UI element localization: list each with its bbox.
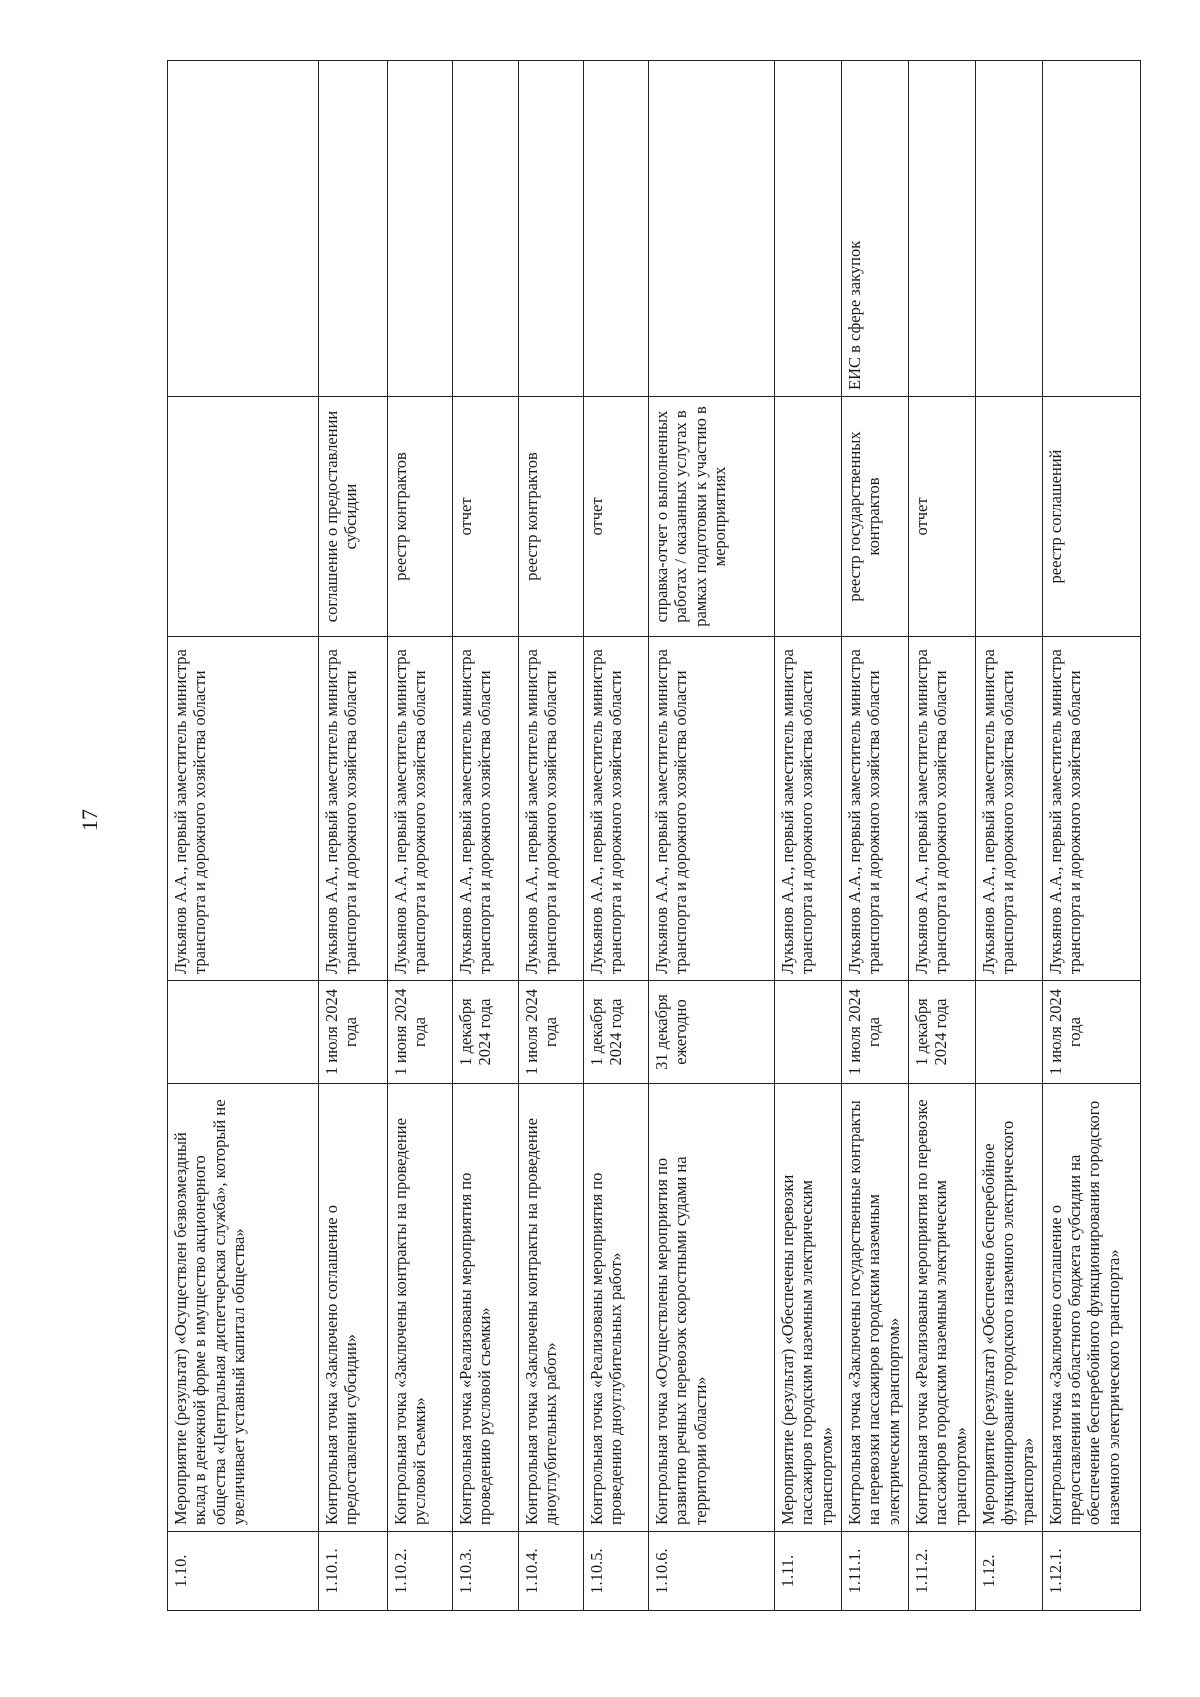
information-system-cell: [583, 61, 648, 397]
document-type-cell: реестр контрактов: [387, 397, 452, 637]
event-text-cell: Мероприятие (результат) «Обеспечены перевозки пассажиров городским наземным электрическим транспортом»: [774, 1084, 841, 1532]
responsible-person-cell: Лукьянов А.А., первый заместитель министра транспорта и дорожного хозяйства области: [387, 637, 452, 981]
information-system-cell: [1042, 61, 1140, 397]
table-row: [908, 61, 975, 1611]
table-row: [452, 61, 518, 1611]
document-type-cell: справка-отчет о выполненных работах / оказанных услугах в рамках подготовки к участию в мероприятиях: [649, 397, 775, 637]
event-text-cell: Контрольная точка «Реализованы мероприятия по проведению дноуглубительных работ»: [583, 1084, 648, 1532]
responsible-person-cell: Лукьянов А.А., первый заместитель министра транспорта и дорожного хозяйства области: [452, 637, 518, 981]
document-type-cell: реестр контрактов: [518, 397, 583, 637]
event-text-cell: Контрольная точка «Заключены контракты на проведение русловой съемки»: [387, 1084, 452, 1532]
table-row: [1042, 61, 1140, 1611]
rotated-table-container: [167, 61, 1141, 1611]
information-system-cell: [168, 61, 319, 397]
deadline-cell: [774, 981, 841, 1084]
row-number-cell: 1.10.1.: [318, 1532, 387, 1611]
document-type-cell: отчет: [908, 397, 975, 637]
event-text-cell: Контрольная точка «Заключены контракты на проведение дноуглубительных работ»: [518, 1084, 583, 1532]
deadline-cell: 1 декабря 2024 года: [583, 981, 648, 1084]
responsible-person-cell: Лукьянов А.А., первый заместитель министра транспорта и дорожного хозяйства области: [1042, 637, 1140, 981]
plan-table-body: [168, 61, 1141, 1611]
responsible-person-cell: Лукьянов А.А., первый заместитель министра транспорта и дорожного хозяйства области: [168, 637, 319, 981]
row-number-cell: 1.10.2.: [387, 1532, 452, 1611]
responsible-person-cell: Лукьянов А.А., первый заместитель министра транспорта и дорожного хозяйства области: [774, 637, 841, 981]
deadline-cell: [975, 981, 1042, 1084]
event-text-cell: Контрольная точка «Осуществлены мероприятия по развитию речных перевозок скоростными судами на территории области»: [649, 1084, 775, 1532]
row-number-cell: 1.10.3.: [452, 1532, 518, 1611]
event-text-cell: Контрольная точка «Заключено соглашение о предоставлении из областного бюджета субсидии на обеспечение бесперебойного функционирования городского наземного электрического транспорта»: [1042, 1084, 1140, 1532]
row-number-cell: 1.11.: [774, 1532, 841, 1611]
responsible-person-cell: Лукьянов А.А., первый заместитель министра транспорта и дорожного хозяйства области: [318, 637, 387, 981]
event-text-cell: Контрольная точка «Заключено соглашение о предоставлении субсидии»: [318, 1084, 387, 1532]
document-type-cell: отчет: [583, 397, 648, 637]
information-system-cell: [774, 61, 841, 397]
document-type-cell: [168, 397, 319, 637]
row-number-cell: 1.10.6.: [649, 1532, 775, 1611]
responsible-person-cell: Лукьянов А.А., первый заместитель министра транспорта и дорожного хозяйства области: [908, 637, 975, 981]
table-row: [168, 61, 319, 1611]
table-row: [975, 61, 1042, 1611]
information-system-cell: [649, 61, 775, 397]
row-number-cell: 1.11.2.: [908, 1532, 975, 1611]
row-number-cell: 1.10.5.: [583, 1532, 648, 1611]
responsible-person-cell: Лукьянов А.А., первый заместитель министра транспорта и дорожного хозяйства области: [583, 637, 648, 981]
document-type-cell: соглашение о предоставлении субсидии: [318, 397, 387, 637]
responsible-person-cell: Лукьянов А.А., первый заместитель министра транспорта и дорожного хозяйства области: [841, 637, 908, 981]
table-row: [387, 61, 452, 1611]
page-number: 17: [77, 809, 102, 831]
document-type-cell: реестр соглашений: [1042, 397, 1140, 637]
information-system-cell: ЕИС в сфере закупок: [841, 61, 908, 397]
row-number-cell: 1.12.1.: [1042, 1532, 1140, 1611]
responsible-person-cell: Лукьянов А.А., первый заместитель министра транспорта и дорожного хозяйства области: [975, 637, 1042, 981]
document-type-cell: [774, 397, 841, 637]
table-row: [583, 61, 648, 1611]
table-row: [774, 61, 841, 1611]
information-system-cell: [908, 61, 975, 397]
row-number-cell: 1.11.1.: [841, 1532, 908, 1611]
event-text-cell: Контрольная точка «Реализованы мероприятия по перевозке пассажиров городским наземным электрическим транспортом»: [908, 1084, 975, 1532]
plan-table: [167, 60, 1141, 1611]
deadline-cell: [168, 981, 319, 1084]
document-type-cell: [975, 397, 1042, 637]
deadline-cell: 1 июля 2024 года: [518, 981, 583, 1084]
table-row: [518, 61, 583, 1611]
information-system-cell: [387, 61, 452, 397]
responsible-person-cell: Лукьянов А.А., первый заместитель министра транспорта и дорожного хозяйства области: [649, 637, 775, 981]
deadline-cell: 1 декабря 2024 года: [452, 981, 518, 1084]
row-number-cell: 1.10.4.: [518, 1532, 583, 1611]
information-system-cell: [318, 61, 387, 397]
event-text-cell: Контрольная точка «Заключены государственные контракты на перевозки пассажиров городским наземным электрическим транспортом»: [841, 1084, 908, 1532]
row-number-cell: 1.10.: [168, 1532, 319, 1611]
event-text-cell: Мероприятие (результат) «Осуществлен безвозмездный вклад в денежной форме в имущество акционерного общества «Центральная диспетчерская служба», который не увеличивает уставный капитал общества»: [168, 1084, 319, 1532]
document-type-cell: отчет: [452, 397, 518, 637]
event-text-cell: Мероприятие (результат) «Обеспечено бесперебойное функционирование городского наземного электрического транспорта»: [975, 1084, 1042, 1532]
table-row: [649, 61, 775, 1611]
table-row: [318, 61, 387, 1611]
deadline-cell: 1 июля 2024 года: [318, 981, 387, 1084]
row-number-cell: 1.12.: [975, 1532, 1042, 1611]
event-text-cell: Контрольная точка «Реализованы мероприятия по проведению русловой съемки»: [452, 1084, 518, 1532]
deadline-cell: 1 июля 2024 года: [841, 981, 908, 1084]
deadline-cell: 1 июля 2024 года: [1042, 981, 1140, 1084]
document-type-cell: реестр государственных контрактов: [841, 397, 908, 637]
information-system-cell: [975, 61, 1042, 397]
information-system-cell: [518, 61, 583, 397]
deadline-cell: 1 июня 2024 года: [387, 981, 452, 1084]
information-system-cell: [452, 61, 518, 397]
responsible-person-cell: Лукьянов А.А., первый заместитель министра транспорта и дорожного хозяйства области: [518, 637, 583, 981]
table-row: [841, 61, 908, 1611]
deadline-cell: 31 декабря ежегодно: [649, 981, 775, 1084]
deadline-cell: 1 декабря 2024 года: [908, 981, 975, 1084]
